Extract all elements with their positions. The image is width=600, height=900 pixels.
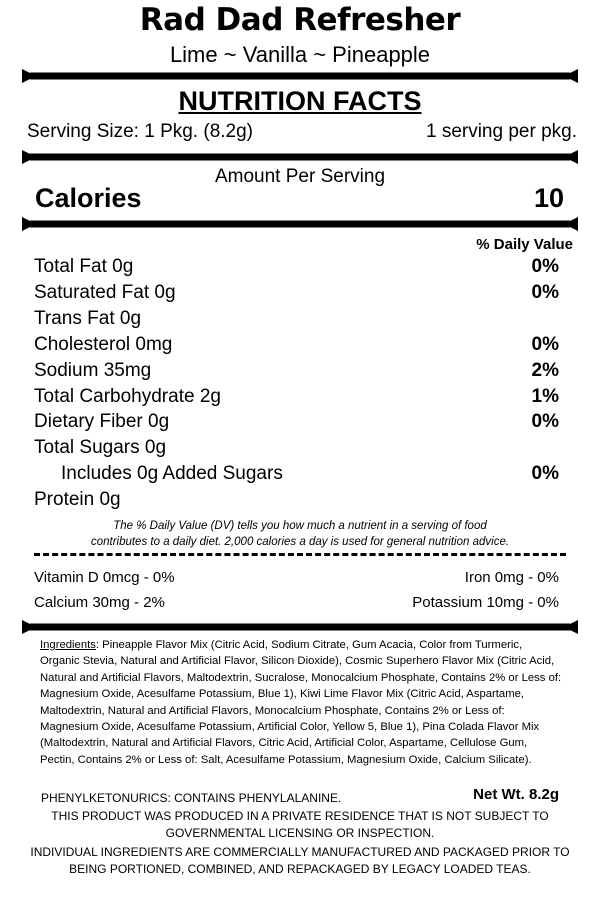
thick-divider: [22, 69, 578, 83]
thick-divider: [22, 150, 578, 164]
nutrient-row: [34, 308, 559, 332]
residence-notice: [0, 808, 600, 841]
nutrient-label: Cholesterol 0mg: [34, 334, 173, 355]
repackaging-notice: [0, 844, 600, 877]
nutrient-label: Sodium 35mg: [34, 360, 152, 381]
nutrient-row: [34, 386, 559, 410]
product-name: Rad Dad Refresher: [139, 2, 461, 38]
nutrient-label: Total Fat 0g: [34, 256, 134, 277]
nutrient-label: Includes 0g Added Sugars: [61, 463, 283, 484]
calories-label: Calories: [35, 183, 142, 213]
net-weight: Net Wt. 8.2g: [473, 786, 559, 803]
nutrient-daily-value: 0%: [531, 282, 559, 303]
nutrient-label: Trans Fat 0g: [34, 308, 142, 329]
thick-divider: [22, 620, 578, 634]
notice-line: THIS PRODUCT WAS PRODUCED IN A PRIVATE RESIDENCE THAT IS NOT SUBJECT TO: [51, 809, 549, 823]
nutrient-daily-value: 0%: [531, 256, 559, 277]
dashed-divider: [34, 553, 566, 556]
nutrient-row: [34, 437, 559, 461]
amount-per-serving: Amount Per Serving: [214, 166, 386, 187]
nutrient-label: Total Carbohydrate 2g: [34, 386, 221, 407]
daily-value-footnote: [0, 518, 600, 550]
serving-size: Serving Size: 1 Pkg. (8.2g): [27, 121, 253, 142]
nutrient-row: [34, 463, 559, 487]
nutrient-row: [34, 360, 559, 384]
nutrient-daily-value: 1%: [531, 386, 559, 407]
nutrition-facts-heading: NUTRITION FACTS: [178, 86, 422, 116]
nutrient-row: [34, 489, 559, 513]
notice-line: INDIVIDUAL INGREDIENTS ARE COMMERCIALLY MANUFACTURED AND PACKAGED PRIOR TO: [30, 845, 570, 859]
daily-value-header: % Daily Value: [476, 236, 573, 253]
calories-value: 10: [533, 183, 564, 213]
notice-line: GOVERNMENTAL LICENSING OR INSPECTION.: [165, 825, 435, 840]
nutrient-label: Protein 0g: [34, 489, 121, 510]
thick-divider: [22, 217, 578, 231]
nutrient-label: Total Sugars 0g: [34, 437, 167, 458]
nutrient-daily-value: 2%: [531, 360, 559, 381]
notice-line: BEING PORTIONED, COMBINED, AND REPACKAGED BY LEGACY LOADED TEAS.: [69, 861, 531, 876]
pku-warning: PHENYLKETONURICS: CONTAINS PHENYLALANINE.: [41, 791, 342, 805]
nutrient-label: Saturated Fat 0g: [34, 282, 176, 303]
ingredients-text: : Pineapple Flavor Mix (Citric Acid, Sodium Citrate, Gum Acacia, Color from Turmeric, Organic Stevia, Natural and Artificial Flavor, Silicon Dioxide), Cosmic Superhero Flavor Mix (Citric Acid, Natural and Artificial Flavors, Maltodextrin, Sucralose, Monocalcium Phosphate, Contains 2% or Less of: Magnesium Oxide, Acesulfame Potassium, Blue 1), Kiwi Lime Flavor Mix (Citric Acid, Aspartame, Maltodextrin, Natural and Artificial Flavors, Monocalcium Phosphate, Contains 2% or Less of: Magnesium Oxide, Acesulfame Potassium, Artificial Color, Yellow 5, Blue 1), Pina Colada Flavor Mix (Maltodextrin, Natural and Artificial Flavors, Citric Acid, Artificial Color, Aspartame, Cellulose Gum, Pectin, Contains 2% or Less of: Salt, Acesulfame Potassium, Magnesium Oxide, Calcium Silicate).: [40, 639, 562, 766]
nutrient-row: [34, 256, 559, 280]
calcium: Calcium 30mg - 2%: [34, 594, 165, 611]
nutrient-daily-value: 0%: [531, 463, 559, 484]
nutrient-row: [34, 411, 559, 435]
ingredients-label: Ingredients: [40, 639, 96, 651]
ingredients-block: [40, 637, 562, 768]
servings-per-package: 1 serving per pkg.: [425, 121, 577, 142]
nutrient-label: Dietary Fiber 0g: [34, 411, 170, 432]
nutrient-row: [34, 334, 559, 358]
footnote-line: contributes to a daily diet. 2,000 calories a day is used for general nutrition advice.: [90, 536, 510, 548]
footnote-line: The % Daily Value (DV) tells you how much a nutrient in a serving of food: [113, 520, 487, 532]
flavor-list: Lime ~ Vanilla ~ Pineapple: [169, 42, 431, 67]
nutrient-row: [34, 282, 559, 306]
iron: Iron 0mg - 0%: [464, 569, 559, 586]
nutrient-daily-value: 0%: [531, 411, 559, 432]
potassium: Potassium 10mg - 0%: [412, 594, 559, 611]
nutrient-daily-value: 0%: [531, 334, 559, 355]
vitamin-d: Vitamin D 0mcg - 0%: [34, 569, 175, 586]
